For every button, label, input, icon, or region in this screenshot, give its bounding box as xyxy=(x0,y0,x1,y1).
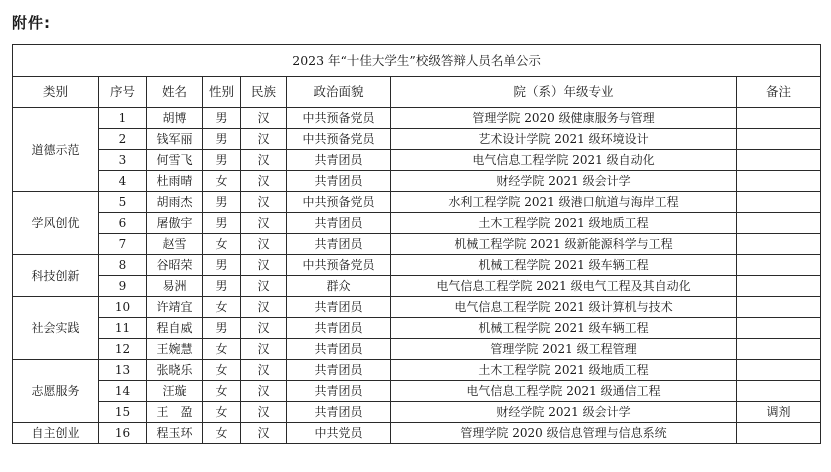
remark-cell xyxy=(737,255,821,276)
major-cell: 电气信息工程学院 2021 级计算机与技术 xyxy=(391,297,737,318)
name-cell: 何雪飞 xyxy=(147,150,203,171)
major-cell: 土木工程学院 2021 级地质工程 xyxy=(391,360,737,381)
gender-cell: 女 xyxy=(203,234,241,255)
major-cell: 电气信息工程学院 2021 级电气工程及其自动化 xyxy=(391,276,737,297)
name-cell: 程自威 xyxy=(147,318,203,339)
gender-cell: 女 xyxy=(203,360,241,381)
header-politics: 政治面貌 xyxy=(287,77,391,108)
politics-cell: 共青团员 xyxy=(287,150,391,171)
gender-cell: 女 xyxy=(203,402,241,423)
remark-cell xyxy=(737,171,821,192)
seq-cell: 12 xyxy=(99,339,147,360)
header-gender: 性别 xyxy=(203,77,241,108)
major-cell: 水利工程学院 2021 级港口航道与海岸工程 xyxy=(391,192,737,213)
major-cell: 管理学院 2021 级工程管理 xyxy=(391,339,737,360)
seq-cell: 14 xyxy=(99,381,147,402)
remark-cell: 调剂 xyxy=(737,402,821,423)
remark-cell xyxy=(737,381,821,402)
politics-cell: 共青团员 xyxy=(287,297,391,318)
gender-cell: 男 xyxy=(203,129,241,150)
remark-cell xyxy=(737,192,821,213)
gender-cell: 女 xyxy=(203,381,241,402)
ethnicity-cell: 汉 xyxy=(241,192,287,213)
roster-table xyxy=(12,44,821,444)
header-seq: 序号 xyxy=(99,77,147,108)
seq-cell: 8 xyxy=(99,255,147,276)
header-remark: 备注 xyxy=(737,77,821,108)
seq-cell: 16 xyxy=(99,423,147,444)
table-row xyxy=(13,108,821,129)
table-row xyxy=(13,402,821,423)
ethnicity-cell: 汉 xyxy=(241,360,287,381)
major-cell: 艺术设计学院 2021 级环境设计 xyxy=(391,129,737,150)
title-row xyxy=(13,45,821,77)
remark-cell xyxy=(737,234,821,255)
gender-cell: 女 xyxy=(203,297,241,318)
remark-cell xyxy=(737,213,821,234)
major-cell: 机械工程学院 2021 级车辆工程 xyxy=(391,318,737,339)
major-cell: 管理学院 2020 级信息管理与信息系统 xyxy=(391,423,737,444)
major-cell: 机械工程学院 2021 级新能源科学与工程 xyxy=(391,234,737,255)
gender-cell: 男 xyxy=(203,318,241,339)
ethnicity-cell: 汉 xyxy=(241,402,287,423)
politics-cell: 共青团员 xyxy=(287,339,391,360)
politics-cell: 共青团员 xyxy=(287,402,391,423)
politics-cell: 共青团员 xyxy=(287,213,391,234)
table-title: 2023 年“十佳大学生”校级答辩人员名单公示 xyxy=(13,45,821,77)
remark-cell xyxy=(737,423,821,444)
category-cell: 学风创优 xyxy=(13,192,99,255)
table-row xyxy=(13,297,821,318)
header-college-major: 院（系）年级专业 xyxy=(391,77,737,108)
table-row xyxy=(13,318,821,339)
ethnicity-cell: 汉 xyxy=(241,318,287,339)
ethnicity-cell: 汉 xyxy=(241,150,287,171)
header-ethnicity: 民族 xyxy=(241,77,287,108)
gender-cell: 男 xyxy=(203,108,241,129)
name-cell: 汪璇 xyxy=(147,381,203,402)
name-cell: 程玉环 xyxy=(147,423,203,444)
politics-cell: 共青团员 xyxy=(287,171,391,192)
name-cell: 钱军丽 xyxy=(147,129,203,150)
ethnicity-cell: 汉 xyxy=(241,234,287,255)
major-cell: 财经学院 2021 级会计学 xyxy=(391,402,737,423)
gender-cell: 女 xyxy=(203,423,241,444)
politics-cell: 中共预备党员 xyxy=(287,192,391,213)
seq-cell: 1 xyxy=(99,108,147,129)
category-cell: 志愿服务 xyxy=(13,360,99,423)
table-row xyxy=(13,255,821,276)
gender-cell: 男 xyxy=(203,255,241,276)
header-row xyxy=(13,77,821,108)
politics-cell: 群众 xyxy=(287,276,391,297)
remark-cell xyxy=(737,297,821,318)
attachment-label: 附件: xyxy=(12,14,51,32)
politics-cell: 中共预备党员 xyxy=(287,108,391,129)
major-cell: 电气信息工程学院 2021 级自动化 xyxy=(391,150,737,171)
politics-cell: 共青团员 xyxy=(287,381,391,402)
ethnicity-cell: 汉 xyxy=(241,171,287,192)
gender-cell: 女 xyxy=(203,171,241,192)
category-cell: 科技创新 xyxy=(13,255,99,297)
ethnicity-cell: 汉 xyxy=(241,381,287,402)
ethnicity-cell: 汉 xyxy=(241,276,287,297)
table-row xyxy=(13,213,821,234)
major-cell: 机械工程学院 2021 级车辆工程 xyxy=(391,255,737,276)
header-category: 类别 xyxy=(13,77,99,108)
name-cell: 易洲 xyxy=(147,276,203,297)
header-name: 姓名 xyxy=(147,77,203,108)
seq-cell: 4 xyxy=(99,171,147,192)
name-cell: 王婉慧 xyxy=(147,339,203,360)
ethnicity-cell: 汉 xyxy=(241,108,287,129)
seq-cell: 15 xyxy=(99,402,147,423)
major-cell: 电气信息工程学院 2021 级通信工程 xyxy=(391,381,737,402)
name-cell: 王 盈 xyxy=(147,402,203,423)
major-cell: 财经学院 2021 级会计学 xyxy=(391,171,737,192)
table-row xyxy=(13,339,821,360)
table-row xyxy=(13,192,821,213)
seq-cell: 2 xyxy=(99,129,147,150)
name-cell: 许靖宜 xyxy=(147,297,203,318)
remark-cell xyxy=(737,339,821,360)
seq-cell: 9 xyxy=(99,276,147,297)
politics-cell: 共青团员 xyxy=(287,360,391,381)
seq-cell: 7 xyxy=(99,234,147,255)
gender-cell: 女 xyxy=(203,339,241,360)
name-cell: 胡雨杰 xyxy=(147,192,203,213)
table-row xyxy=(13,234,821,255)
gender-cell: 男 xyxy=(203,213,241,234)
ethnicity-cell: 汉 xyxy=(241,297,287,318)
seq-cell: 13 xyxy=(99,360,147,381)
table-row xyxy=(13,150,821,171)
seq-cell: 10 xyxy=(99,297,147,318)
politics-cell: 中共预备党员 xyxy=(287,255,391,276)
table-row xyxy=(13,360,821,381)
table-row xyxy=(13,129,821,150)
seq-cell: 6 xyxy=(99,213,147,234)
seq-cell: 5 xyxy=(99,192,147,213)
name-cell: 胡博 xyxy=(147,108,203,129)
category-cell: 社会实践 xyxy=(13,297,99,360)
major-cell: 土木工程学院 2021 级地质工程 xyxy=(391,213,737,234)
remark-cell xyxy=(737,129,821,150)
major-cell: 管理学院 2020 级健康服务与管理 xyxy=(391,108,737,129)
name-cell: 张晓乐 xyxy=(147,360,203,381)
table-row xyxy=(13,381,821,402)
remark-cell xyxy=(737,108,821,129)
politics-cell: 共青团员 xyxy=(287,234,391,255)
ethnicity-cell: 汉 xyxy=(241,213,287,234)
politics-cell: 中共党员 xyxy=(287,423,391,444)
seq-cell: 11 xyxy=(99,318,147,339)
name-cell: 赵雪 xyxy=(147,234,203,255)
table-row xyxy=(13,276,821,297)
ethnicity-cell: 汉 xyxy=(241,423,287,444)
gender-cell: 男 xyxy=(203,150,241,171)
remark-cell xyxy=(737,360,821,381)
remark-cell xyxy=(737,318,821,339)
table-row xyxy=(13,423,821,444)
remark-cell xyxy=(737,276,821,297)
politics-cell: 中共预备党员 xyxy=(287,129,391,150)
ethnicity-cell: 汉 xyxy=(241,255,287,276)
category-cell: 自主创业 xyxy=(13,423,99,444)
seq-cell: 3 xyxy=(99,150,147,171)
ethnicity-cell: 汉 xyxy=(241,339,287,360)
table-row xyxy=(13,171,821,192)
name-cell: 杜雨晴 xyxy=(147,171,203,192)
remark-cell xyxy=(737,150,821,171)
ethnicity-cell: 汉 xyxy=(241,129,287,150)
name-cell: 屠傲宇 xyxy=(147,213,203,234)
gender-cell: 男 xyxy=(203,276,241,297)
gender-cell: 男 xyxy=(203,192,241,213)
politics-cell: 共青团员 xyxy=(287,318,391,339)
category-cell: 道德示范 xyxy=(13,108,99,192)
name-cell: 谷昭荣 xyxy=(147,255,203,276)
